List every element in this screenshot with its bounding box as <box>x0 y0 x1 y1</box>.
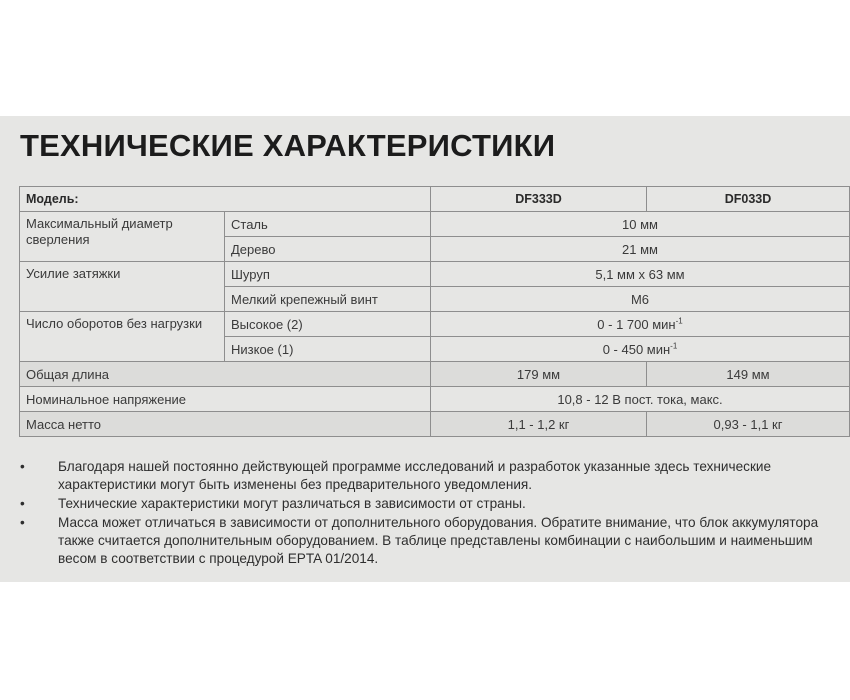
voltage-label: Номинальное напряжение <box>20 387 431 412</box>
screw-value: 5,1 мм x 63 мм <box>431 262 850 287</box>
screw-label: Шуруп <box>225 262 431 287</box>
table-row <box>20 212 850 237</box>
bullet: • <box>20 459 25 474</box>
specifications-table <box>19 186 850 437</box>
low-speed-number: 0 - 450 мин <box>602 341 671 357</box>
low-speed-label: Низкое (1) <box>225 337 431 362</box>
drill-diameter-label: Максимальный диаметр сверления <box>20 212 225 262</box>
section-title: ТЕХНИЧЕСКИЕ ХАРАКТЕРИСТИКИ <box>20 128 556 163</box>
unit-exponent: -1 <box>670 341 678 351</box>
unit-exponent: -1 <box>675 316 683 326</box>
voltage-value: 10,8 - 12 В пост. тока, макс. <box>431 387 850 412</box>
table-row <box>20 362 850 387</box>
low-speed-value <box>431 337 850 362</box>
note-text: Технические характеристики могут различаться в зависимости от страны. <box>58 496 526 511</box>
list-item <box>18 514 844 568</box>
weight-label: Масса нетто <box>20 412 431 437</box>
steel-label: Сталь <box>225 212 431 237</box>
small-screw-label: Мелкий крепежный винт <box>225 287 431 312</box>
bullet: • <box>20 515 25 530</box>
weight-value-df333d: 1,1 - 1,2 кг <box>431 412 647 437</box>
high-speed-label: Высокое (2) <box>225 312 431 337</box>
model-label: Модель: <box>20 187 431 212</box>
speed-label: Число оборотов без нагрузки <box>20 312 225 362</box>
steel-value: 10 мм <box>431 212 850 237</box>
small-screw-value: M6 <box>431 287 850 312</box>
table-row <box>20 312 850 337</box>
length-value-df333d: 179 мм <box>431 362 647 387</box>
model-df333d: DF333D <box>431 187 647 212</box>
weight-value-df033d: 0,93 - 1,1 кг <box>647 412 850 437</box>
table-row <box>20 412 850 437</box>
list-item <box>18 458 844 494</box>
list-item <box>18 495 844 513</box>
length-label: Общая длина <box>20 362 431 387</box>
model-df033d: DF033D <box>647 187 850 212</box>
notes-list <box>18 458 844 569</box>
table-header-row <box>20 187 850 212</box>
bullet: • <box>20 496 25 511</box>
table-row <box>20 262 850 287</box>
high-speed-value <box>431 312 850 337</box>
note-text: Масса может отличаться в зависимости от дополнительного оборудования. Обратите внимание, что блок аккумулятора также считается дополнительным оборудованием. В таблице представлены комбинации с наибольшим и наименьшим весом в соответствии с процедурой EPTA 01/2014. <box>58 515 819 566</box>
high-speed-number: 0 - 1 700 мин <box>597 316 676 332</box>
wood-value: 21 мм <box>431 237 850 262</box>
length-value-df033d: 149 мм <box>647 362 850 387</box>
note-text: Благодаря нашей постоянно действующей программе исследований и разработок указанные здесь технические характеристики могут быть изменены без предварительного уведомления. <box>58 459 772 492</box>
wood-label: Дерево <box>225 237 431 262</box>
table-row <box>20 387 850 412</box>
tightening-label: Усилие затяжки <box>20 262 225 312</box>
